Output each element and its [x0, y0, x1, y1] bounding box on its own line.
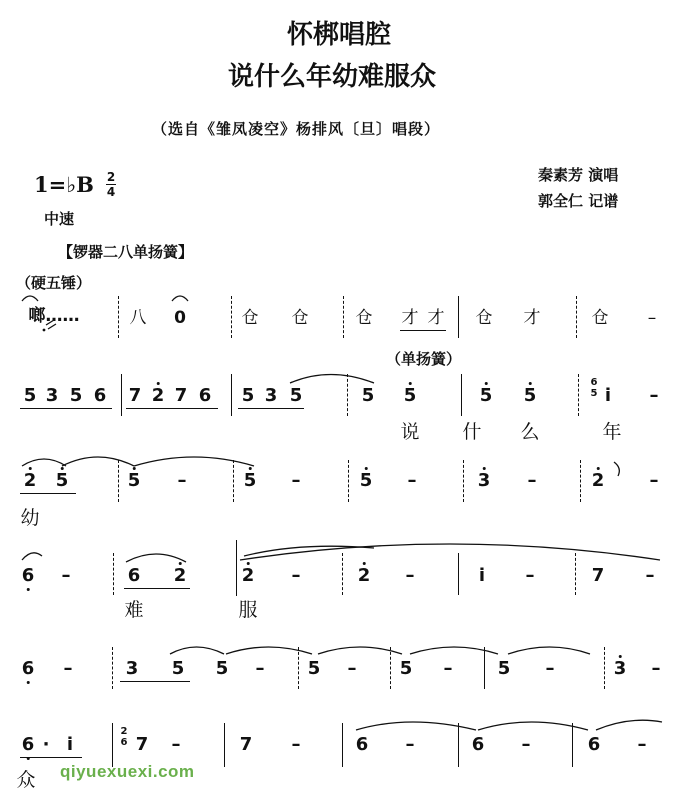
perc-note: 才 [401, 308, 419, 328]
note: 5 [171, 658, 185, 679]
note: – [521, 734, 531, 755]
note: – [177, 470, 187, 491]
note: – [525, 565, 535, 586]
note: 5 [307, 658, 321, 679]
lyric: 难 [124, 599, 144, 621]
time-sig-bottom: 4 [106, 185, 116, 199]
watermark: qiyuexuexi.com [60, 762, 195, 781]
note: 3 [477, 470, 491, 491]
note: – [405, 565, 415, 586]
note: 5 [399, 658, 413, 679]
note: – [291, 470, 301, 491]
grace-note: 2 [120, 726, 128, 737]
note: 5 [497, 658, 511, 679]
perc-note: 仓 [291, 308, 309, 328]
note: 6 [355, 734, 369, 755]
note: – [347, 658, 357, 679]
lyric: 服 [238, 599, 258, 621]
source-note: （选自《雏凤凌空》杨排风〔旦〕唱段） [152, 120, 441, 138]
note: – [405, 734, 415, 755]
note: i [66, 734, 74, 755]
perc-note: 仓 [355, 308, 373, 328]
note: 3 [264, 385, 278, 406]
note: – [651, 658, 661, 679]
note: 7 [591, 565, 605, 586]
perc-note: 仓 [591, 308, 609, 328]
note: 6 [587, 734, 601, 755]
note: 5 [127, 470, 141, 491]
note: i [478, 565, 486, 586]
lyric: 什 [462, 421, 482, 443]
perc-note: 仓 [241, 308, 259, 328]
note: 6 [21, 658, 35, 679]
lyric: 幼 [20, 507, 40, 529]
note: 2 [357, 565, 371, 586]
note: – [291, 734, 301, 755]
note: – [527, 470, 537, 491]
perc-note: 啷…… [28, 306, 80, 326]
note: 6 [21, 565, 35, 586]
time-sig-top: 2 [106, 170, 116, 184]
note: – [649, 385, 659, 406]
note: 7 [128, 385, 142, 406]
perc-note: – [647, 308, 657, 328]
note: – [255, 658, 265, 679]
note: – [545, 658, 555, 679]
key-signature: 1=♭B [34, 172, 94, 197]
note: 6 [93, 385, 107, 406]
perc-note: 才 [427, 308, 445, 328]
song-title: 怀梆唱腔 [287, 20, 392, 50]
note: – [407, 470, 417, 491]
note: 5 [241, 385, 255, 406]
note: 3 [613, 658, 627, 679]
hard-strike-label: （硬五锤） [16, 274, 92, 292]
transcriber-credit: 郭全仁 记谱 [538, 192, 619, 210]
note: 2 [241, 565, 255, 586]
note: 5 [403, 385, 417, 406]
note: – [291, 565, 301, 586]
note: 5 [55, 470, 69, 491]
grace-note: 6 [590, 377, 598, 388]
lyric: 说 [400, 421, 420, 443]
note: – [61, 565, 71, 586]
note: – [171, 734, 181, 755]
note: 5 [361, 385, 375, 406]
perc-note: 才 [523, 308, 541, 328]
note: 5 [359, 470, 373, 491]
note: i [604, 385, 612, 406]
note: · [42, 734, 50, 755]
note: 2 [151, 385, 165, 406]
note: – [649, 470, 659, 491]
note: 5 [215, 658, 229, 679]
note: 7 [135, 734, 149, 755]
note: – [63, 658, 73, 679]
note: 5 [69, 385, 83, 406]
song-subtitle: 说什么年幼难服众 [228, 62, 437, 92]
lyric: 么 [520, 421, 540, 443]
note: 6 [21, 734, 35, 755]
note: 5 [289, 385, 303, 406]
note: 7 [174, 385, 188, 406]
note: 5 [243, 470, 257, 491]
percussion-label: 【锣器二八单扬簧】 [58, 243, 194, 261]
note: 2 [591, 470, 605, 491]
note: 2 [23, 470, 37, 491]
grace-note: 6 [120, 737, 128, 748]
note: – [443, 658, 453, 679]
note: 5 [523, 385, 537, 406]
note: 3 [125, 658, 139, 679]
single-yang-label: （单扬簧） [386, 350, 462, 368]
perc-note: 仓 [475, 308, 493, 328]
note: 3 [45, 385, 59, 406]
note: 6 [471, 734, 485, 755]
note: 6 [127, 565, 141, 586]
note: – [637, 734, 647, 755]
note: – [645, 565, 655, 586]
lyric: 年 [602, 421, 622, 443]
perc-note: 八 [129, 308, 147, 328]
note: 7 [239, 734, 253, 755]
tempo-marking: 中速 [44, 210, 75, 228]
note: 5 [23, 385, 37, 406]
note: 2 [173, 565, 187, 586]
perc-note: 0 [174, 308, 186, 328]
lyric: 众 [16, 769, 36, 791]
note: 6 [198, 385, 212, 406]
grace-note: 5 [590, 388, 598, 399]
note: 5 [479, 385, 493, 406]
performer-credit: 秦素芳 演唱 [538, 166, 619, 184]
